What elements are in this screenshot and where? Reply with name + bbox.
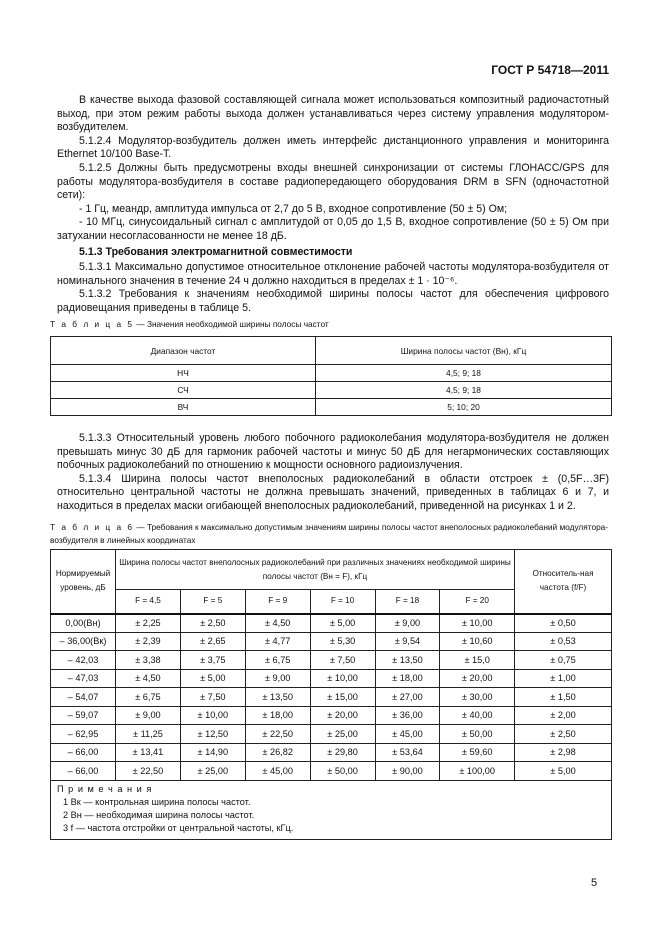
note: 1 Вк — контрольная ширина полосы частот.: [63, 796, 251, 807]
table-cell: ± 10,00: [440, 614, 515, 633]
table-cell: ± 90,00: [375, 762, 440, 781]
table-cell: ± 6,75: [245, 651, 310, 670]
table5-header: Ширина полосы частот (Вн), кГц: [316, 337, 612, 365]
table-cell: ± 26,82: [245, 743, 310, 762]
table-cell: ± 13,50: [375, 651, 440, 670]
paragraph: - 1 Гц, меандр, амплитуда импульса от 2,7 до 5 В, входное сопротивление (50 ± 5) Ом;: [79, 202, 508, 215]
table-cell: ± 2,25: [116, 614, 181, 633]
paragraph: 5.1.3.4 Ширина полосы частот внеполосных радиоколебаний в области отстроек ± (0,5F…3F) относительно центральной частоты не должна превышать значений, приведенных в таблицах 6 и 7, и находиться в пределах маски огибающей внеполосных радиоколебаний, приведенной на рисунках 1 и 2.: [57, 472, 609, 512]
table-cell: ± 53,64: [375, 743, 440, 762]
table-cell: – 59,07: [51, 706, 116, 725]
table-cell: ± 50,00: [310, 762, 375, 781]
table6: [50, 549, 612, 840]
table-cell: ± 22,50: [116, 762, 181, 781]
paragraph: В качестве выхода фазовой составляющей сигнала может использоваться композитный радиочастотный выход, при этом режим работы выхода должен устанавливаться через систему управления модулятором-возбудителем.: [57, 94, 609, 134]
table-cell: ± 2,39: [116, 632, 181, 651]
table-cell: ± 27,00: [375, 688, 440, 707]
subheader-cell: F = 9: [245, 590, 310, 614]
table-row: [51, 725, 612, 744]
table-cell: ± 2,50: [180, 614, 245, 633]
table-row: [51, 651, 612, 670]
table-cell: ± 4,50: [116, 669, 181, 688]
table-cell: 5; 10; 20: [316, 399, 612, 416]
paragraph: 5.1.3.1 Максимально допустимое относительное отклонение рабочей частоты модулятора-возбудителя от номинального значения в течение 24 ч должно находиться в пределах ± 1 · 10⁻⁶.: [57, 261, 609, 287]
table-cell: ± 7,50: [180, 688, 245, 707]
table-cell: ± 0,53: [515, 632, 612, 651]
table-cell: ± 12,50: [180, 725, 245, 744]
page-number: 5: [591, 877, 598, 889]
table-cell: ± 2,00: [515, 706, 612, 725]
table-row: [51, 365, 612, 382]
table-row: [51, 688, 612, 707]
table-cell: ± 22,50: [245, 725, 310, 744]
table5-caption: Т а б л и ц а 5 — Значения необходимой ширины полосы частот: [50, 319, 329, 329]
paragraph: 5.1.2.5 Должны быть предусмотрены входы внешней синхронизации от системы ГЛОНАСС/GPS для работы модулятора-возбудителя в составе радиопередающего оборудования DRM в SFN (одночастотной сети):: [57, 161, 609, 202]
table-cell: ± 10,60: [440, 632, 515, 651]
table-cell: ± 10,00: [180, 706, 245, 725]
section-heading: 5.1.3 Требования электромагнитной совместимости: [79, 245, 353, 258]
table-row: [51, 743, 612, 762]
note: 3 f — частота отстройки от центральной частоты, кГц.: [63, 822, 294, 833]
table-cell: ± 30,00: [440, 688, 515, 707]
table-cell: ± 9,00: [245, 669, 310, 688]
table-cell: ± 5,30: [310, 632, 375, 651]
table-cell: – 66,00: [51, 743, 116, 762]
table-cell: ± 7,50: [310, 651, 375, 670]
table-cell: ± 100,00: [440, 762, 515, 781]
note: 2 Вн — необходимая ширина полосы частот.: [63, 809, 255, 820]
subheader-cell: F = 10: [310, 590, 375, 614]
paragraph: 5.1.2.4 Модулятор-возбудитель должен иметь интерфейс дистанционного управления и мониторинга Ethernet 10/100 Base-T.: [57, 134, 609, 161]
table6-caption: Т а б л и ц а 6 — Требования к максимально допустимым значениям ширины полосы частот внеполосных радиоколебаний модулятора-возбудителя в линейных координатах: [50, 522, 609, 545]
body-text-1: [57, 94, 609, 316]
table-cell: ± 14,90: [180, 743, 245, 762]
notes-title: П р и м е ч а н и я: [57, 783, 153, 794]
table-cell: ± 1,00: [515, 669, 612, 688]
table-cell: ± 18,00: [245, 706, 310, 725]
table-cell: ± 5,00: [180, 669, 245, 688]
subheader-cell: F = 4,5: [116, 590, 181, 614]
table-cell: 0,00(Вн): [51, 614, 116, 633]
table-cell: ВЧ: [51, 399, 316, 416]
table-cell: ± 4,50: [245, 614, 310, 633]
table-cell: ± 3,38: [116, 651, 181, 670]
table-cell: ± 20,00: [310, 706, 375, 725]
table-cell: ± 15,0: [440, 651, 515, 670]
table-cell: ± 0,75: [515, 651, 612, 670]
table-cell: ± 36,00: [375, 706, 440, 725]
subheader-cell: F = 18: [375, 590, 440, 614]
table-cell: ± 5,00: [310, 614, 375, 633]
paragraph: 5.1.3.3 Относительный уровень любого побочного радиоколебания модулятора-возбудителя не должен превышать минус 30 дБ для гармоник рабочей частоты и минус 50 дБ для негармонических составляющих побочных радиоколебаний по отношению к мощности основного радиоизлучения.: [57, 432, 609, 472]
table-cell: – 54,07: [51, 688, 116, 707]
table-cell: ± 11,25: [116, 725, 181, 744]
paragraph: - 10 МГц, синусоидальный сигнал с амплитудой от 0,05 до 1,5 В, входное сопротивление (50 ± 5) Ом при затухании несогласованности не менее 18 дБ.: [57, 216, 609, 242]
table-cell: ± 45,00: [245, 762, 310, 781]
table-cell: 4,5; 9; 18: [316, 365, 612, 382]
table-cell: ± 9,00: [375, 614, 440, 633]
table-cell: 4,5; 9; 18: [316, 382, 612, 399]
table-cell: ± 59,60: [440, 743, 515, 762]
table-row: [51, 399, 612, 416]
table-cell: ± 13,41: [116, 743, 181, 762]
table-cell: ± 25,00: [180, 762, 245, 781]
table-cell: ± 45,00: [375, 725, 440, 744]
table-cell: – 62,95: [51, 725, 116, 744]
table-cell: ± 10,00: [310, 669, 375, 688]
table-cell: – 66,00: [51, 762, 116, 781]
table-cell: ± 15,00: [310, 688, 375, 707]
col-level: Нормируемый уровень, дБ: [51, 550, 116, 614]
table-cell: ± 4,77: [245, 632, 310, 651]
table-cell: ± 25,00: [310, 725, 375, 744]
table-cell: ± 9,00: [116, 706, 181, 725]
table-row: [51, 382, 612, 399]
table-cell: ± 6,75: [116, 688, 181, 707]
table-cell: – 47,03: [51, 669, 116, 688]
table-cell: ± 9,54: [375, 632, 440, 651]
table-cell: ± 5,00: [515, 762, 612, 781]
subheader-cell: F = 20: [440, 590, 515, 614]
table-row: [51, 762, 612, 781]
table-cell: ± 29,80: [310, 743, 375, 762]
table-row: [51, 706, 612, 725]
paragraph: 5.1.3.2 Требования к значениям необходимой ширины полосы частот для обеспечения цифрового радиовещания приведены в таблице 5.: [57, 288, 609, 314]
table-cell: ± 0,50: [515, 614, 612, 633]
table-row: [51, 632, 612, 651]
table-cell: ± 40,00: [440, 706, 515, 725]
table-cell: СЧ: [51, 382, 316, 399]
subheader-cell: F = 5: [180, 590, 245, 614]
table-cell: ± 1,50: [515, 688, 612, 707]
body-text-2: [57, 432, 609, 514]
table5: [50, 336, 612, 416]
table-cell: ± 3,75: [180, 651, 245, 670]
table-row: [51, 669, 612, 688]
table-cell: – 36,00(Вк): [51, 632, 116, 651]
document-header: ГОСТ Р 54718—2011: [491, 63, 609, 77]
table-cell: – 42,03: [51, 651, 116, 670]
table-cell: ± 50,00: [440, 725, 515, 744]
table-cell: ± 13,50: [245, 688, 310, 707]
col-group: Ширина полосы частот внеполосных радиоколебаний при различных значениях необходимой ширины полосы частот (Вн = F), кГц: [116, 550, 515, 590]
table-notes: [51, 780, 612, 839]
table-cell: ± 18,00: [375, 669, 440, 688]
table-cell: ± 2,65: [180, 632, 245, 651]
table-cell: ± 2,50: [515, 725, 612, 744]
table-cell: ± 20,00: [440, 669, 515, 688]
table5-header: Диапазон частот: [51, 337, 316, 365]
table-cell: ± 2,98: [515, 743, 612, 762]
table-cell: НЧ: [51, 365, 316, 382]
col-relative: Относитель-ная частота (f/F): [515, 550, 612, 614]
table-row: [51, 614, 612, 633]
